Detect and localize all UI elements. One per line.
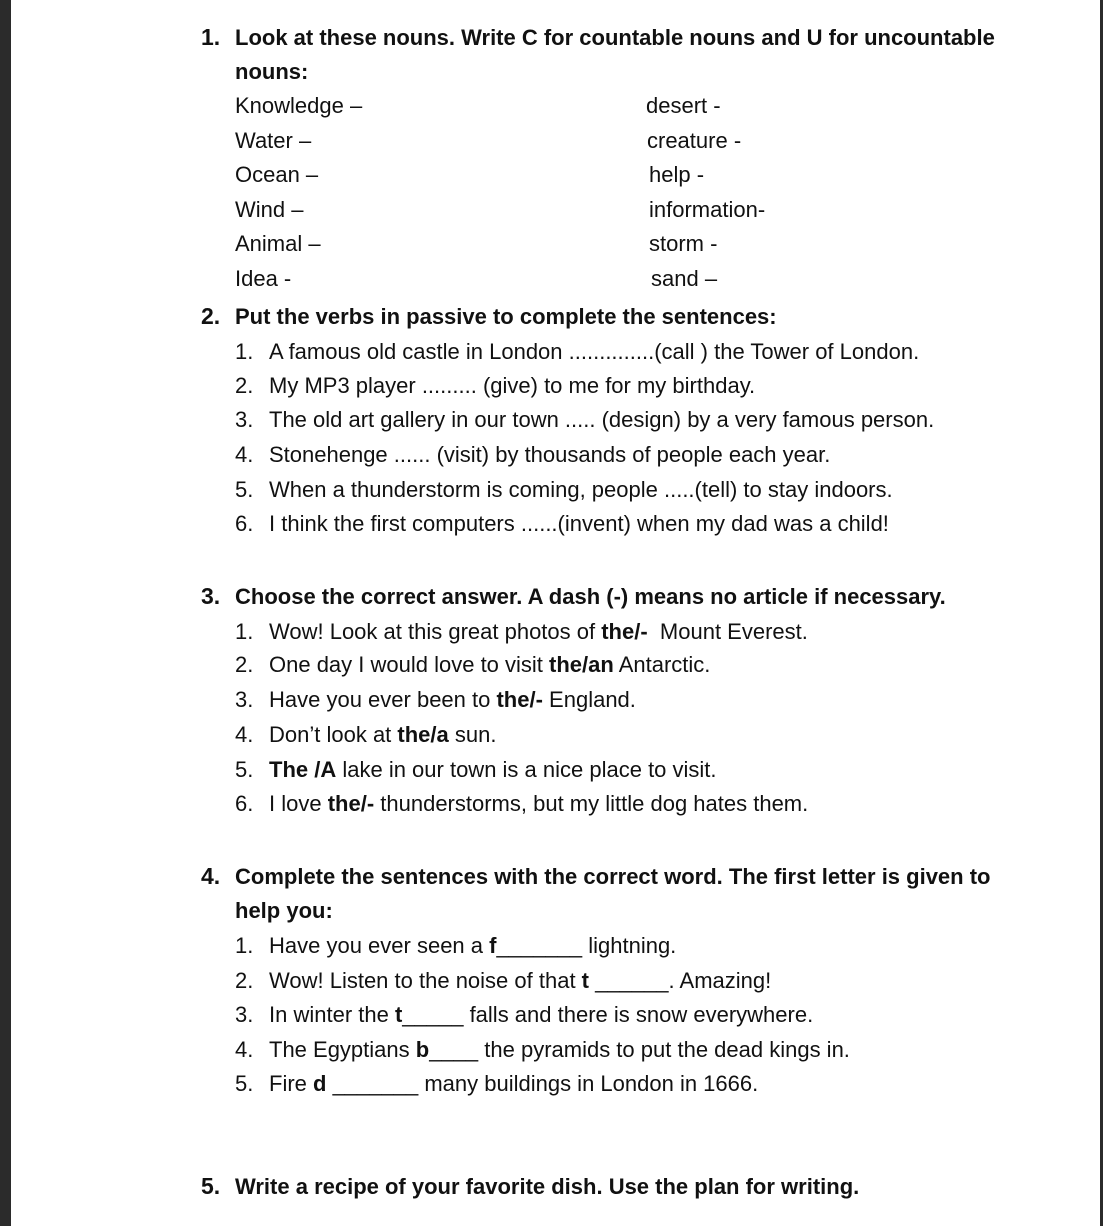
first-letter: t — [394, 1002, 403, 1027]
noun-right: storm - — [649, 231, 718, 256]
item-number: 2. — [235, 652, 254, 677]
noun-left: Animal – — [235, 231, 321, 256]
exercise-sentence: The Egyptians b____ the pyramids to put the dead kings in. — [269, 1037, 850, 1062]
exercise-sentence: The old art gallery in our town ..... (design) by a very famous person. — [269, 407, 935, 432]
noun-right: sand – — [651, 266, 718, 291]
section3-title: Choose the correct answer. A dash (-) means no article if necessary. — [235, 584, 946, 609]
item-number: 2. — [235, 373, 254, 398]
item-number: 1. — [235, 339, 254, 364]
exercise-sentence: One day I would love to visit the/an Antarctic. — [269, 652, 711, 677]
item-number: 4. — [235, 442, 254, 467]
noun-left: Ocean – — [235, 162, 319, 187]
section1-title-cont: nouns: — [235, 59, 309, 84]
first-letter: t — [581, 968, 589, 993]
exercise-sentence: Wow! Listen to the noise of that t ______. Amazing! — [269, 968, 772, 993]
section1-title: Look at these nouns. Write C for countable nouns and U for uncountable — [235, 25, 995, 50]
noun-right: information- — [649, 197, 766, 222]
exercise-sentence: I love the/- thunderstorms, but my little dog hates them. — [269, 791, 809, 816]
exercise-sentence: Stonehenge ...... (visit) by thousands of people each year. — [269, 442, 831, 467]
left-page-border — [0, 0, 11, 1226]
section4-title: Complete the sentences with the correct word. The first letter is given to — [235, 864, 991, 889]
noun-left: Wind – — [235, 197, 304, 222]
article-choice: the/- — [496, 687, 543, 712]
section1-number: 1. — [201, 24, 221, 50]
exercise-sentence: My MP3 player ......... (give) to me for my birthday. — [269, 373, 756, 398]
section2-number: 2. — [201, 303, 221, 329]
exercise-sentence: Have you ever been to the/- England. — [269, 687, 636, 712]
item-number: 5. — [235, 757, 254, 782]
article-choice: the/- — [601, 619, 648, 644]
section5-title: Write a recipe of your favorite dish. Use the plan for writing. — [235, 1174, 860, 1199]
noun-right: help - — [649, 162, 705, 187]
exercise-sentence: I think the first computers ......(invent) when my dad was a child! — [269, 511, 889, 536]
noun-left: Water – — [235, 128, 312, 153]
exercise-sentence: The /A lake in our town is a nice place to visit. — [269, 757, 717, 782]
noun-right: desert - — [646, 93, 721, 118]
exercise-sentence: A famous old castle in London ..............(call ) the Tower of London. — [269, 339, 920, 364]
noun-left: Idea - — [235, 266, 292, 291]
item-number: 2. — [235, 968, 254, 993]
first-letter: b — [415, 1037, 430, 1062]
item-number: 4. — [235, 1037, 254, 1062]
exercise-sentence: When a thunderstorm is coming, people .....(tell) to stay indoors. — [269, 477, 893, 502]
exercise-sentence: In winter the t_____ falls and there is snow everywhere. — [269, 1002, 814, 1027]
item-number: 6. — [235, 511, 254, 536]
article-choice: the/a — [397, 722, 449, 747]
article-choice: The /A — [269, 757, 337, 782]
section4-title-cont: help you: — [235, 898, 333, 923]
section5-number: 5. — [201, 1173, 221, 1199]
noun-left: Knowledge – — [235, 93, 363, 118]
item-number: 3. — [235, 407, 254, 432]
section2-title: Put the verbs in passive to complete the sentences: — [235, 304, 777, 329]
first-letter: f — [489, 933, 497, 958]
item-number: 5. — [235, 1071, 254, 1096]
exercise-sentence: Don’t look at the/a sun. — [269, 722, 497, 747]
article-choice: the/- — [327, 791, 375, 816]
item-number: 3. — [235, 1002, 254, 1027]
section4-number: 4. — [201, 863, 221, 889]
item-number: 4. — [235, 722, 254, 747]
item-number: 5. — [235, 477, 254, 502]
section3-number: 3. — [201, 583, 221, 609]
exercise-sentence: Have you ever seen a f_______ lightning. — [269, 933, 677, 958]
item-number: 1. — [235, 933, 254, 958]
item-number: 1. — [235, 619, 254, 644]
article-choice: the/an — [549, 652, 614, 677]
exercise-sentence: Wow! Look at this great photos of the/- Mount Everest. — [269, 619, 808, 644]
noun-right: creature - — [647, 128, 742, 153]
first-letter: d — [313, 1071, 327, 1096]
item-number: 6. — [235, 791, 254, 816]
item-number: 3. — [235, 687, 254, 712]
exercise-sentence: Fire d _______ many buildings in London in 1666. — [269, 1071, 759, 1096]
